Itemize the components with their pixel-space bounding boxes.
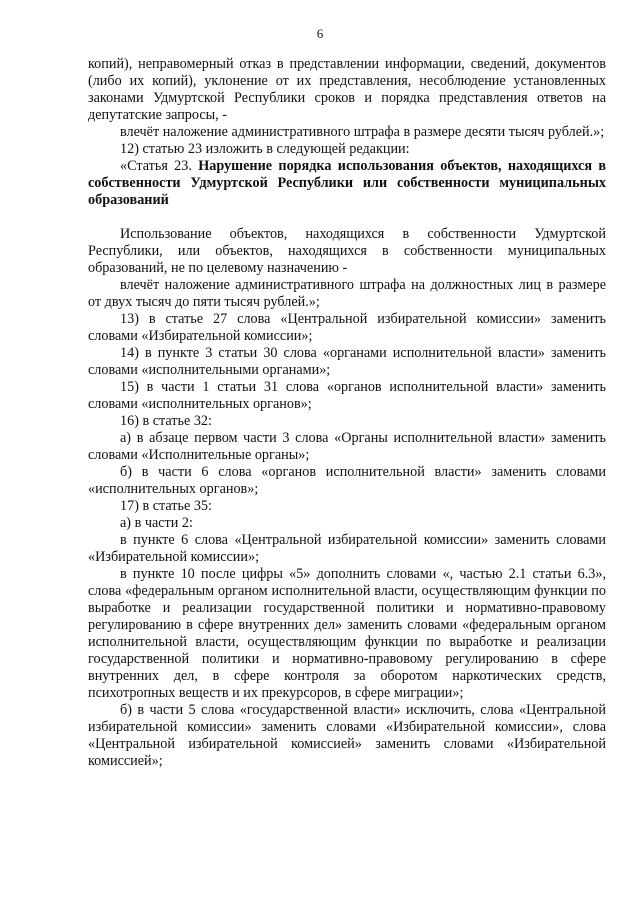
item-17-a: а) в части 2:	[120, 515, 193, 531]
item-17-a-point-6: в пункте 6 слова «Центральной избирательной комиссии» заменить словами «Избирательной комиссии»;	[88, 532, 606, 565]
item-13: 13) в статье 27 слова «Центральной избирательной комиссии» заменить словами «Избирательной комиссии»;	[88, 311, 606, 344]
item-16-a: а) в абзаце первом части 3 слова «Органы исполнительной власти» заменить словами «Исполнительные органы»;	[88, 430, 606, 463]
article-23-text: Использование объектов, находящихся в собственности Удмуртской Республики, или объектов, находящихся в собственности муниципальных образований, не по целевому назначению -	[88, 226, 606, 276]
page-number: 6	[316, 26, 324, 41]
paragraph-spacer	[88, 209, 606, 226]
item-16: 16) в статье 32:	[120, 413, 212, 429]
item-14: 14) в пункте 3 статьи 30 слова «органами исполнительной власти» заменить словами «исполнительными органами»;	[88, 345, 606, 378]
item-17: 17) в статье 35:	[120, 498, 212, 514]
article-23-penalty: влечёт наложение административного штрафа на должностных лиц в размере от двух тысяч до пяти тысяч рублей.»;	[88, 277, 606, 310]
article-23-label: «Статья 23.	[120, 158, 199, 174]
item-16-b: б) в части 6 слова «органов исполнительной власти» заменить словами «исполнительных органов»;	[88, 464, 606, 497]
item-17-a-point-10: в пункте 10 после цифры «5» дополнить словами «, частью 2.1 статьи 6.3», слова «федеральным органом исполнительной власти, осуществляющим функции по выработке и реализации государственной политики и нормативно-правовому регулированию в сфере внутренних дел» заменить словами «федеральным органом исполнительной власти, осуществляющим функции по выработке и реализации государственной политики и нормативно-правовому регулированию в сфере внутренних дел, в сфере контроля за оборотом наркотических средств, психотропных веществ и их прекурсоров, в сфере миграции»;	[88, 566, 606, 701]
paragraph-2: влечёт наложение административного штрафа в размере десяти тысяч рублей.»;	[120, 124, 605, 140]
article-23-title: Нарушение порядка использования объектов, находящихся в собственности Удмуртской Республики или собственности муниципальных образований	[88, 158, 606, 208]
article-23-heading	[88, 158, 606, 209]
document-text	[88, 56, 606, 770]
paragraph-1: копий), неправомерный отказ в представлении информации, сведений, документов (либо их копий), уклонение от их представления, несоблюдение установленных законами Удмуртской Республики сроков и порядка представления ответов на депутатские запросы, -	[88, 56, 606, 123]
paragraph-3: 12) статью 23 изложить в следующей редакции:	[120, 141, 410, 157]
item-15: 15) в части 1 статьи 31 слова «органов исполнительной власти» заменить словами «исполнительных органов»;	[88, 379, 606, 412]
item-17-b: б) в части 5 слова «государственной власти» исключить, слова «Центральной избирательной комиссии» заменить словами «Избирательной комиссии», слова «Центральной избирательной комиссией» заменить словами «Избирательной комиссией»;	[88, 702, 606, 769]
